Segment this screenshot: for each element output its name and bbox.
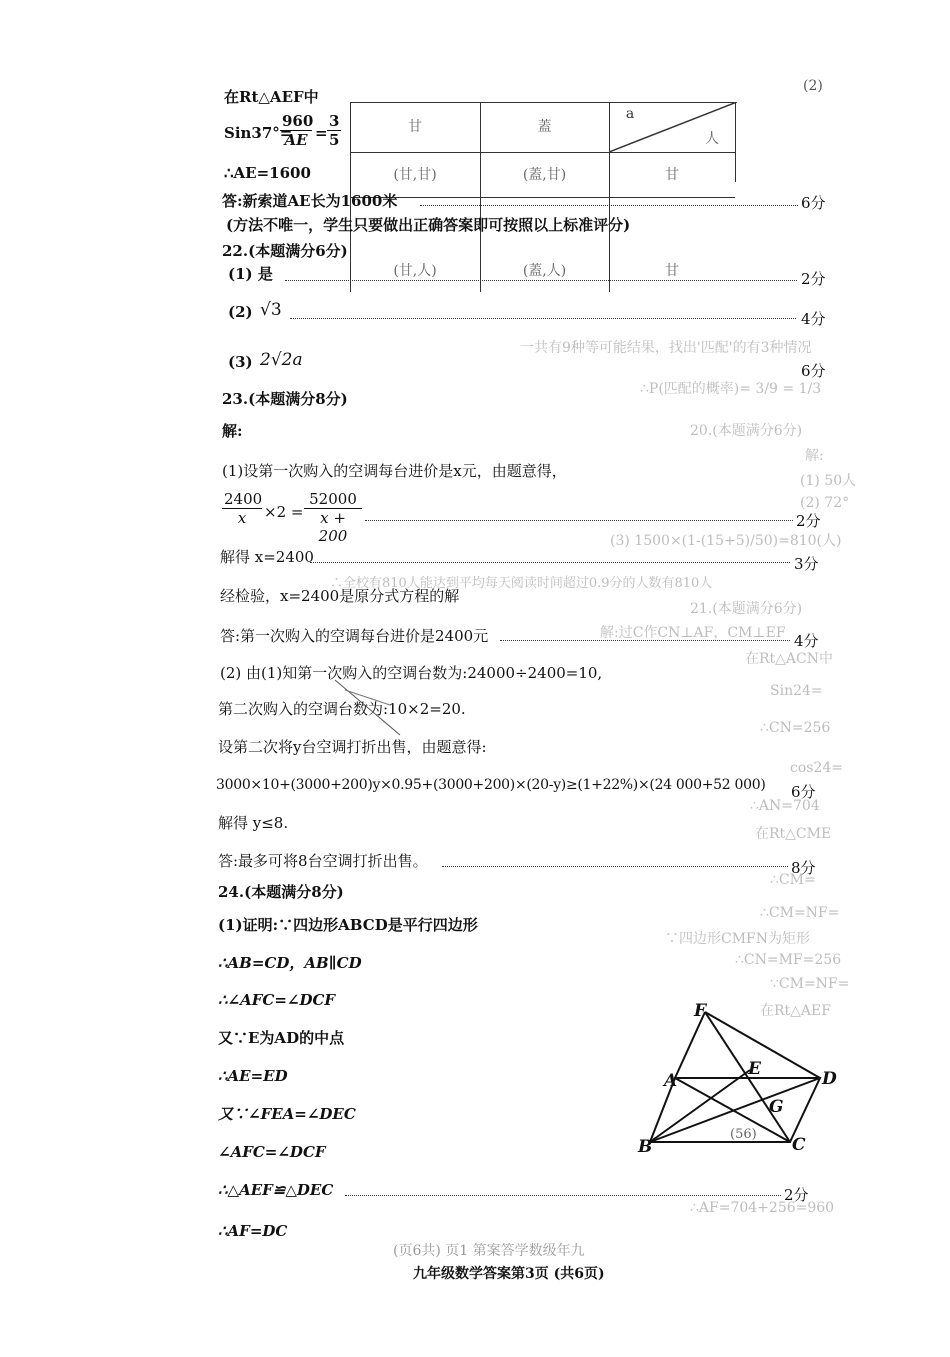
sin-equals: = [315, 124, 328, 142]
leader-dots [365, 520, 793, 521]
ghost-line: ∴CN=MF=256 [735, 952, 842, 968]
q22-part3-label: (3) [228, 353, 253, 371]
score-label: 4分 [794, 632, 819, 650]
geometry-diagram [630, 1000, 840, 1170]
table-cell: 人 [705, 131, 719, 147]
ghost-line: (3) 1500×(1-(15+5)/50)=810(人) [610, 533, 842, 549]
pencil-mark [330, 675, 410, 745]
sin-fraction-2 [327, 112, 341, 149]
table-cell: a [625, 106, 635, 122]
q23-solution-1: 解得 x=2400 [220, 548, 314, 566]
ghost-line: ∴AN=704 [750, 798, 820, 814]
leader-dots [500, 640, 790, 641]
q23-step1: (1)设第一次购入的空调每台进价是x元，由题意得， [222, 462, 567, 480]
ghost-line: ∴P(匹配的概率)= 3/9 = 1/3 [640, 381, 822, 397]
q23-check: 经检验，x=2400是原分式方程的解 [220, 587, 460, 605]
leader-dots [442, 866, 788, 867]
ghost-line: 在Rt△AEF [760, 1003, 831, 1019]
q23-answer-2: 答:最多可将8台空调打折出售。 [218, 852, 428, 870]
ghost-line: ∴CN=256 [760, 720, 831, 736]
score-label: 8分 [791, 859, 816, 877]
ghost-line: ∴全校有810人能达到平均每天阅读时间超过0.9分的人数有810人 [330, 576, 713, 591]
score-label: 2分 [784, 1186, 809, 1204]
q24-line: (1)证明:∵四边形ABCD是平行四边形 [218, 916, 478, 934]
equation-fraction-2-denominator: x + 200 [318, 509, 348, 545]
leader-dots [285, 280, 797, 281]
q23-inequality: 3000×10+(3000+200)y×0.95+(3000+200)×(20-y)≥(1+22%)×(24 000+52 000) [216, 777, 766, 793]
table-cell: 甘 [408, 119, 422, 135]
q22-part2-value: √3 [260, 300, 282, 320]
label-f: F [694, 1001, 707, 1021]
leader-dots [310, 562, 790, 563]
ghost-line: ∴CM= [770, 872, 816, 888]
ghost-line: 一共有9种等可能结果，找出'匹配'的有3种情况 [520, 340, 812, 356]
ghost-line: ∴CM=NF= [760, 905, 840, 921]
label-d: D [822, 1069, 837, 1089]
q23-answer-1: 答:第一次购入的空调每台进价是2400元 [220, 627, 489, 645]
ghost-line: cos24= [790, 760, 843, 776]
ghost-line: 在Rt△CME [755, 826, 832, 842]
sin-equation-lhs: Sin37°= [224, 124, 293, 142]
sin-fraction-2-denominator: 5 [329, 131, 340, 149]
equation-fraction-1 [222, 490, 262, 527]
table-cell: 甘 [665, 167, 679, 183]
q24-line: 又∵∠FEA=∠DEC [218, 1105, 356, 1123]
leader-dots [420, 205, 798, 206]
table-cell: (甘,人) [393, 263, 437, 279]
q23-solution-2: 解得 y≤8. [218, 814, 289, 832]
ghost-line: 在Rt△ACN中 [745, 651, 834, 667]
leader-dots [345, 1195, 781, 1196]
figure-mark: (56) [730, 1127, 757, 1142]
corner-label: (2) [803, 78, 823, 94]
ghost-line: (1) 50人 [800, 473, 857, 489]
ghost-line: ∴AF=704+256=960 [690, 1200, 835, 1216]
leader-dots [290, 318, 796, 319]
table-cell: (蓋,甘) [522, 167, 567, 183]
score-label: 6分 [801, 362, 826, 380]
q23-title: 23.(本题满分8分) [222, 390, 348, 408]
equation-fraction-2-numerator: 52000 [304, 490, 362, 509]
q23-step2: (2) 由(1)知第一次购入的空调台数为:24000÷2400=10, [220, 664, 603, 682]
q24-line: ∴△AEF≌△DEC [218, 1181, 334, 1199]
sin-fraction-1-numerator: 960 [282, 112, 314, 130]
score-label: 2分 [796, 512, 821, 530]
q23-step2b: 第二次购入的空调台数为:10×2=20. [218, 700, 466, 718]
label-b: B [638, 1137, 653, 1157]
ae-result: ∴AE=1600 [224, 164, 311, 182]
q24-line: ∴AE=ED [218, 1067, 288, 1085]
q22-part2-label: (2) [228, 303, 253, 321]
q22-part3-value: 2√2a [260, 350, 303, 370]
equation-fraction-1-denominator: x [237, 509, 247, 527]
label-g: G [769, 1097, 784, 1117]
sin-fraction-1 [280, 112, 312, 149]
score-label: 2分 [801, 270, 826, 288]
score-label: 6分 [791, 783, 816, 801]
q24-title: 24.(本题满分8分) [218, 883, 344, 901]
grading-note: (方法不唯一，学生只要做出正确答案即可按照以上标准评分) [226, 216, 631, 234]
equation-fraction-2 [304, 490, 362, 545]
table-cell: 甘 [665, 263, 679, 279]
sin-fraction-1-denominator: AE [284, 131, 308, 149]
score-label: 6分 [801, 194, 826, 212]
table-cell: (甘,甘) [393, 167, 437, 183]
footer-ghost: (页6共) 页1 第案答学数级年九 [393, 1243, 585, 1259]
page-footer: 九年级数学答案第3页 (共6页) [413, 1266, 605, 1282]
ghost-line: ∵四边形CMFN为矩形 [665, 931, 811, 947]
q23-solve: 解: [222, 422, 243, 440]
score-label: 4分 [801, 310, 826, 328]
q24-line: 又∵E为AD的中点 [218, 1029, 345, 1047]
ghost-line: 解:过C作CN⊥AF，CM⊥EF [600, 625, 786, 641]
label-e: E [748, 1059, 761, 1079]
ghost-line: 解: [805, 448, 824, 464]
table-cell: (蓋,人) [522, 263, 567, 279]
ghost-line: Sin24= [770, 683, 823, 699]
q22-title: 22.(本题满分6分) [222, 242, 348, 260]
q22-part1: (1) 是 [228, 265, 273, 283]
q24-line: ∴AB=CD，AB∥CD [218, 954, 362, 972]
q24-line: ∠AFC=∠DCF [218, 1143, 326, 1161]
q24-line: ∴AF=DC [218, 1222, 288, 1240]
label-a: A [664, 1071, 678, 1091]
ghost-line: (2) 72° [800, 495, 850, 511]
ghost-line: ∵CM=NF= [770, 976, 850, 992]
ghost-line: 20.(本题满分6分) [690, 423, 803, 439]
sin-fraction-2-numerator: 3 [329, 112, 340, 130]
q24-line: ∴∠AFC=∠DCF [218, 991, 336, 1009]
label-c: C [792, 1135, 806, 1155]
table-cell: 蓋 [537, 119, 552, 135]
q21-intro: 在Rt△AEF中 [224, 88, 319, 106]
q23-step2c: 设第二次将y台空调打折出售，由题意得: [218, 738, 487, 756]
equation-middle: ×2 = [264, 503, 304, 521]
q21-answer: 答:新索道AE长为1600米 [222, 192, 398, 210]
ghost-line: 21.(本题满分6分) [690, 601, 803, 617]
equation-fraction-1-numerator: 2400 [224, 490, 263, 508]
score-label: 3分 [794, 555, 819, 573]
parallelogram-figure [630, 1000, 840, 1174]
